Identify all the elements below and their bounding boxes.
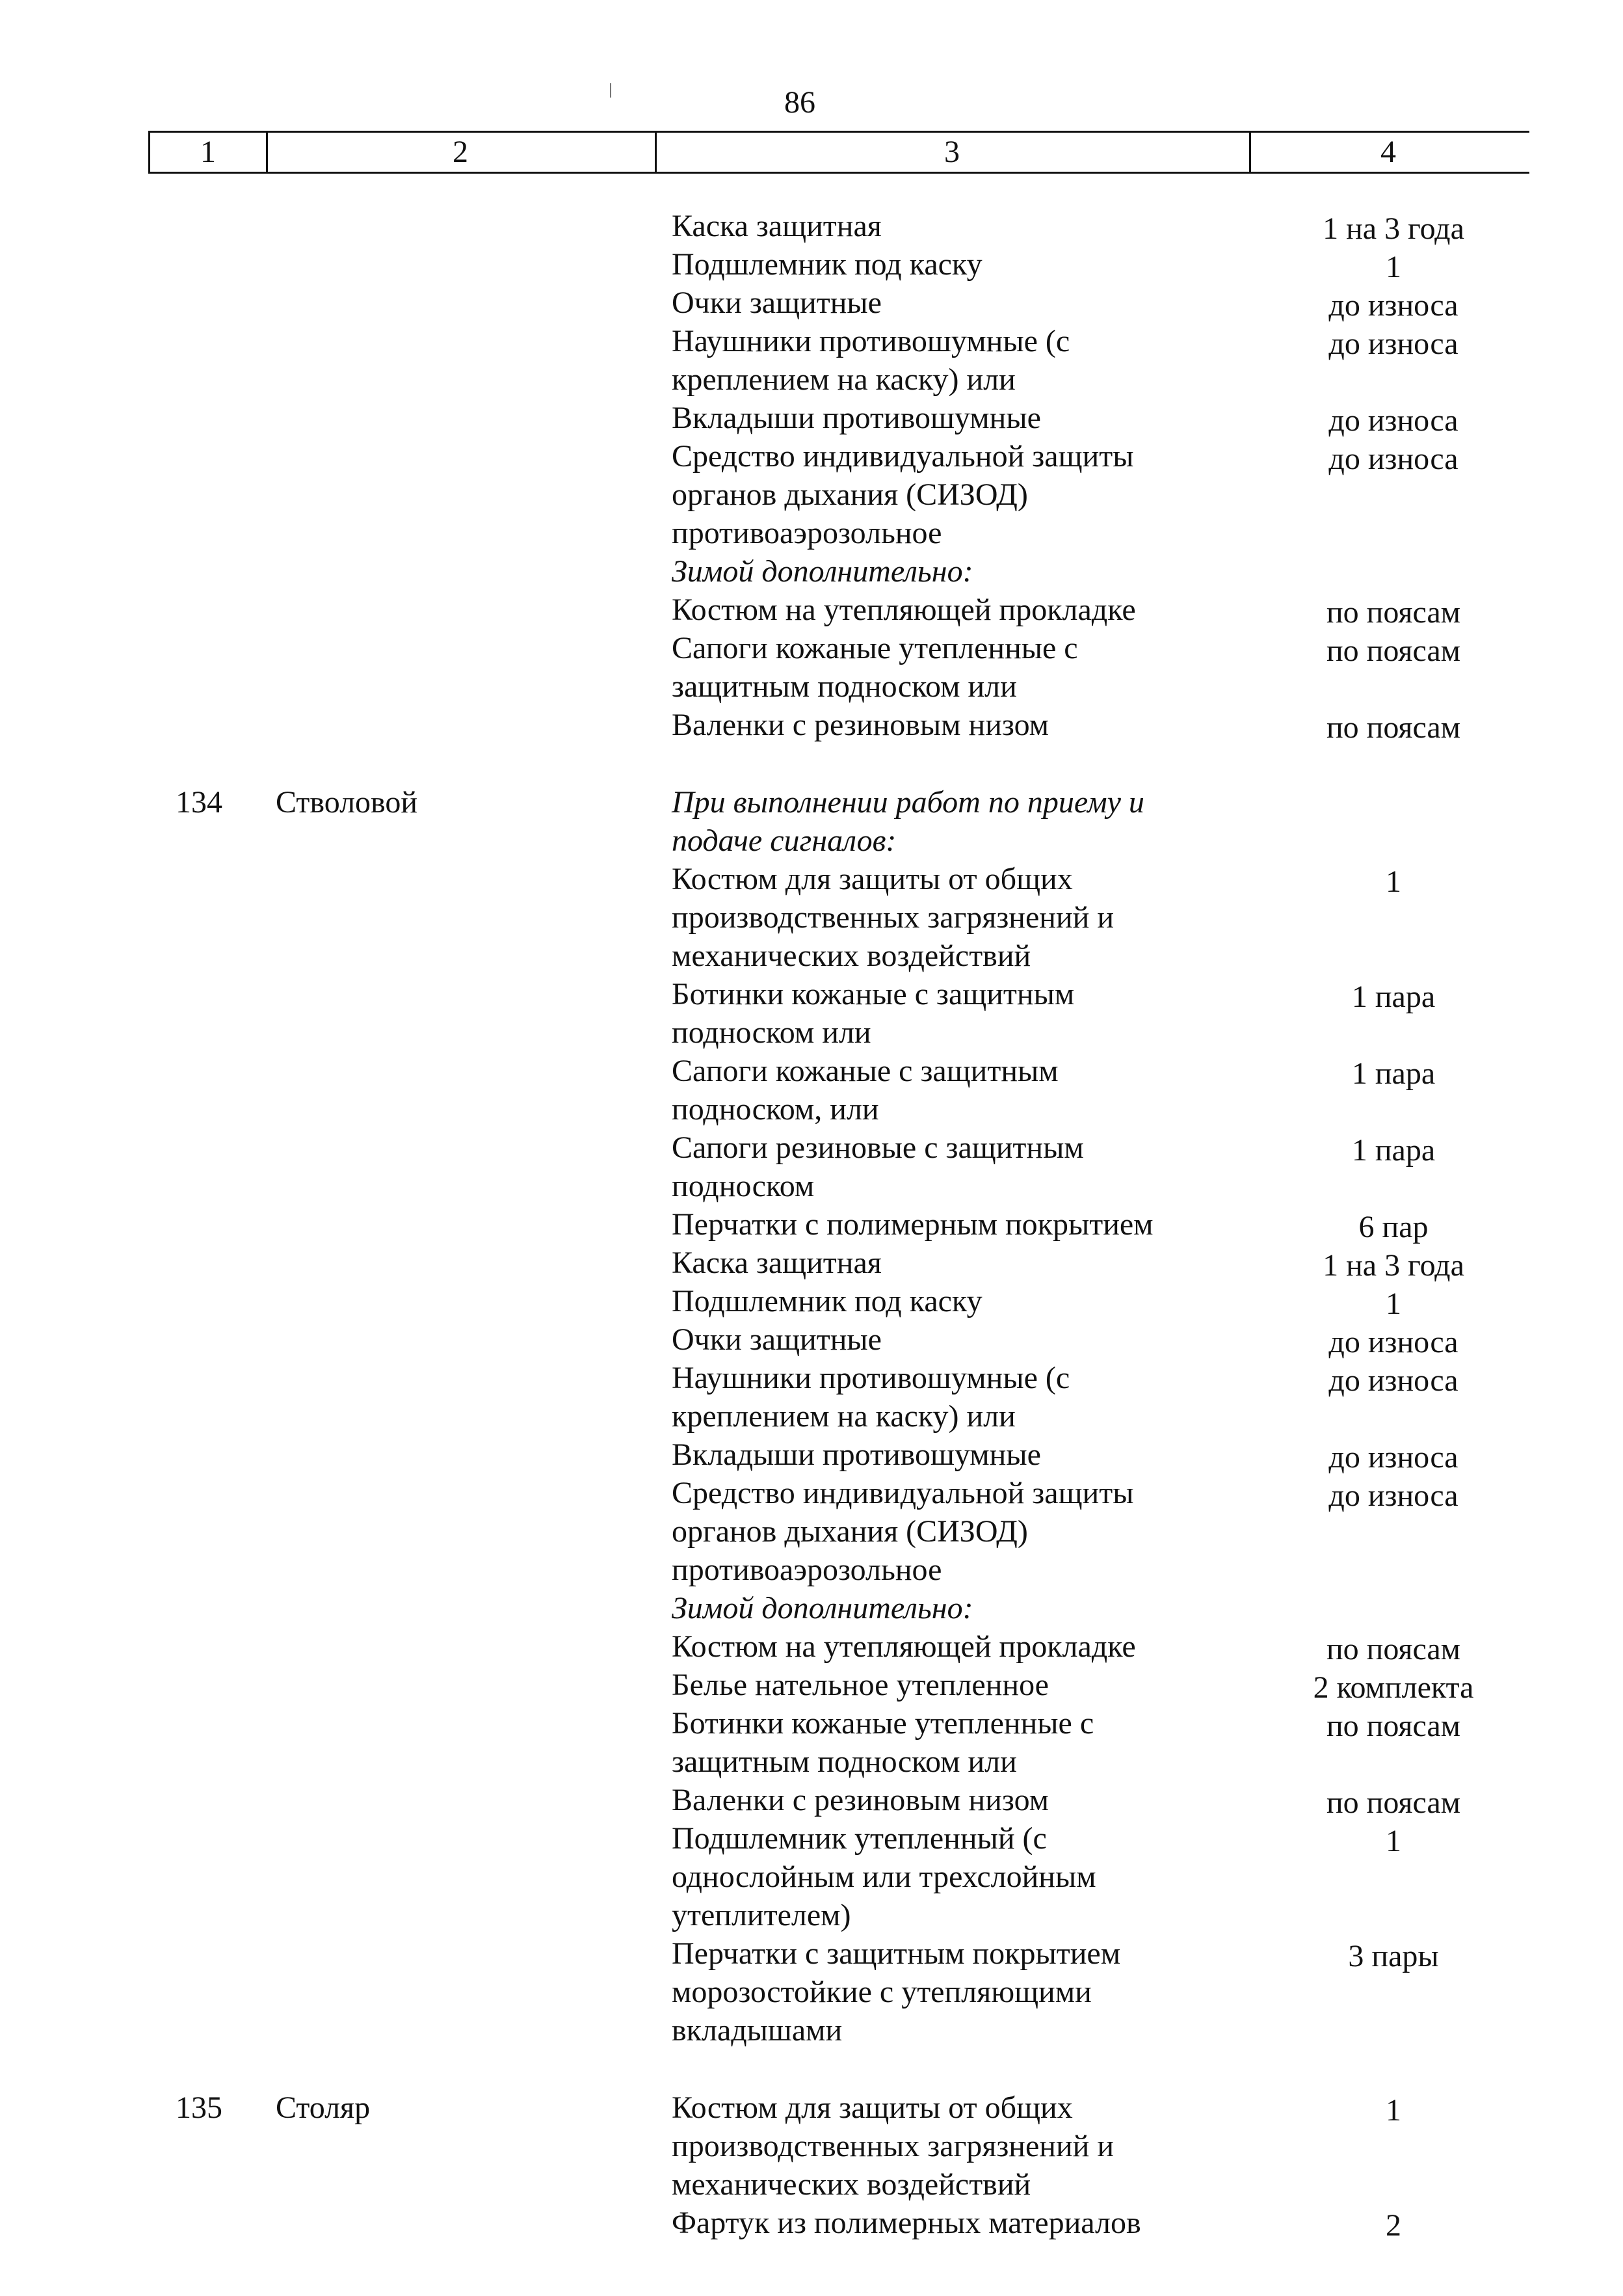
list-item [672,860,1529,975]
list-item [672,207,1529,245]
scan-mark [610,83,611,98]
item-name: Наушники противошумные (с креплением на каску) или [672,324,1070,397]
header-col-3: 3 [655,133,1251,172]
row-number: 135 [176,2090,222,2125]
item-quantity: 1 пара [1351,1056,1436,1091]
list-item [672,1934,1529,2049]
table-header [148,131,1529,174]
item-quantity: до износа [1328,442,1458,476]
item-quantity: 1 [1386,864,1401,899]
item-quantity: по поясам [1326,1785,1461,1820]
item-quantity: до износа [1328,327,1458,361]
list-item [672,2089,1529,2204]
item-quantity: до износа [1328,1363,1458,1398]
item-name: Подшлемник утепленный (с однослойным или трехслойным утеплителем) [672,1821,1096,1932]
list-item [672,284,1529,322]
item-quantity: до износа [1328,1325,1458,1359]
list-item [672,1627,1529,1666]
item-quantity: до износа [1328,403,1458,438]
item-name: Подшлемник под каску [672,247,983,282]
item-name: Средство индивидуальной защиты органов дыхания (СИЗОД) противоаэрозольное [672,439,1134,550]
item-name: Фартук из полимерных материалов [672,2206,1141,2240]
item-name: Сапоги кожаные утепленные с защитным подноском или [672,631,1078,704]
table-group [148,207,1529,744]
page-number: 86 [784,85,815,120]
list-item [672,706,1529,744]
list-item [672,1435,1529,1474]
list-item [672,322,1529,399]
item-name: Каска защитная [672,1246,882,1280]
item-name: Валенки с резиновым низом [672,708,1049,742]
item-name: Вкладыши противошумные [672,1437,1041,1472]
list-item [672,1282,1529,1320]
item-quantity: 1 [1386,1824,1401,1858]
subheading: Зимой дополнительно: [672,1591,973,1625]
item-name: Костюм для защиты от общих производственных загрязнений и механических воздействий [672,862,1115,973]
profession-name: Столяр [276,2090,371,2125]
item-quantity: 2 [1386,2208,1401,2243]
item-name: Подшлемник под каску [672,1284,983,1318]
subheading: При выполнении работ по приему и подаче сигналов: [672,785,1144,858]
list-item [672,1320,1529,1359]
item-name: Белье нательное утепленное [672,1668,1049,1702]
item-name: Ботинки кожаные с защитным подноском или [672,977,1075,1050]
item-name: Наушники противошумные (с креплением на каску) или [672,1361,1070,1434]
item-quantity: до износа [1328,288,1458,323]
item-name: Сапоги кожаные с защитным подноском, или [672,1054,1059,1127]
item-quantity: 2 комплекта [1313,1670,1474,1705]
list-item [672,437,1529,552]
item-quantity: 1 [1386,250,1401,284]
header-col-4: 4 [1380,135,1396,169]
item-quantity: 3 пары [1348,1939,1439,1973]
item-name: Вкладыши противошумные [672,401,1041,435]
list-item [672,2204,1529,2242]
item-quantity: 1 [1386,2093,1401,2128]
item-quantity: по поясам [1326,1632,1461,1666]
item-quantity: 6 пар [1358,1210,1429,1244]
item-quantity: по поясам [1326,634,1461,668]
item-quantity: 1 [1386,1287,1401,1321]
item-name: Костюм на утепляющей прокладке [672,1629,1136,1664]
item-quantity: 1 пара [1351,980,1436,1014]
list-item [672,1128,1529,1205]
list-item [672,245,1529,284]
item-name: Ботинки кожаные утепленные с защитным подноском или [672,1706,1094,1779]
item-quantity: по поясам [1326,1709,1461,1743]
table-group [148,2089,1529,2242]
header-col-2: 2 [266,133,657,172]
item-name: Перчатки с защитным покрытием морозостойкие с утепляющими вкладышами [672,1936,1121,2048]
item-name: Средство индивидуальной защиты органов дыхания (СИЗОД) противоаэрозольное [672,1476,1134,1587]
list-item [672,1704,1529,1781]
list-item [672,1052,1529,1128]
item-quantity: по поясам [1326,710,1461,745]
item-name: Перчатки с полимерным покрытием [672,1207,1154,1242]
list-item [672,591,1529,629]
item-quantity: 1 на 3 года [1323,1248,1464,1283]
item-name: Костюм для защиты от общих производственных загрязнений и механических воздействий [672,2090,1115,2202]
profession-name: Стволовой [276,785,418,820]
list-item [672,629,1529,706]
list-item [672,1205,1529,1244]
list-item [672,975,1529,1052]
row-number: 134 [176,785,222,820]
list-item [672,1359,1529,1435]
list-item [672,1244,1529,1282]
item-quantity: 1 пара [1351,1133,1436,1168]
list-item [672,1781,1529,1819]
item-name: Каска защитная [672,209,882,243]
item-name: Очки защитные [672,286,882,320]
table-body [148,207,1529,2242]
table-group [148,783,1529,2049]
item-quantity: 1 на 3 года [1323,211,1464,246]
item-quantity: по поясам [1326,595,1461,630]
list-item [672,1819,1529,1934]
list-item [672,1666,1529,1704]
item-quantity: до износа [1328,1440,1458,1475]
list-item [672,399,1529,437]
item-name: Очки защитные [672,1322,882,1357]
subheading: Зимой дополнительно: [672,554,973,589]
item-name: Валенки с резиновым низом [672,1783,1049,1817]
item-name: Костюм на утепляющей прокладке [672,593,1136,627]
header-col-1: 1 [150,133,268,172]
item-quantity: до износа [1328,1478,1458,1513]
item-name: Сапоги резиновые с защитным подноском [672,1130,1084,1203]
list-item [672,1474,1529,1589]
